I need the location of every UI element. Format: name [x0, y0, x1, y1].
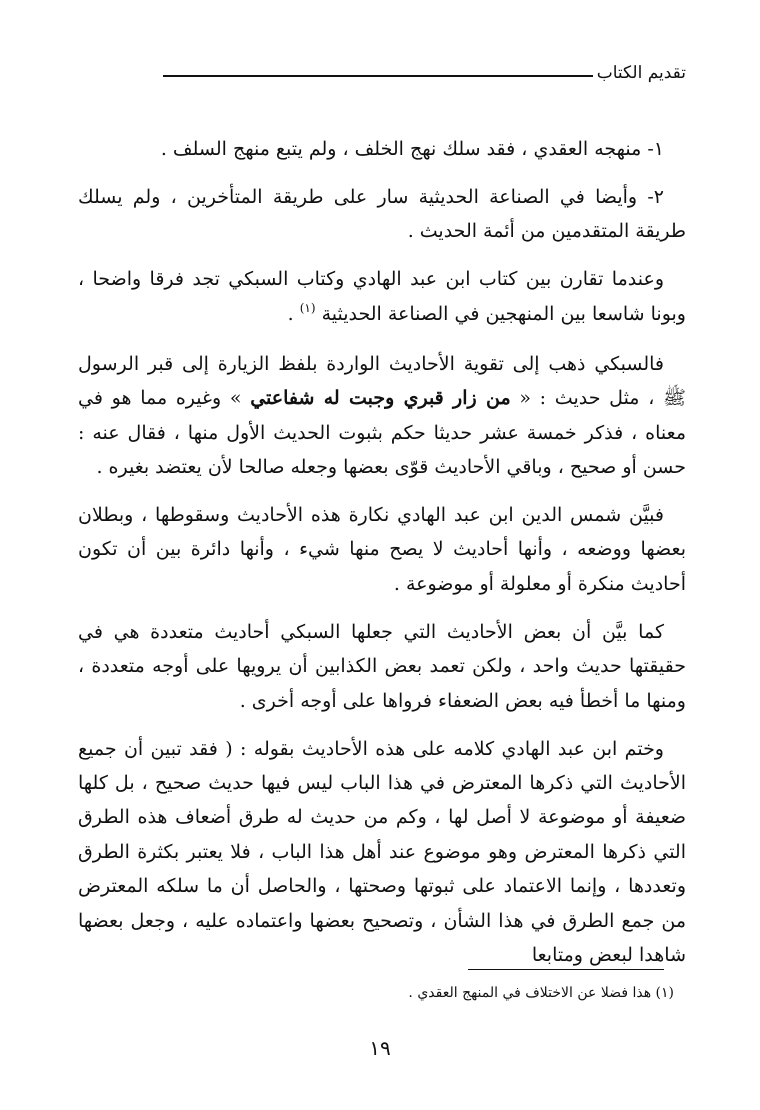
header-rule: [163, 75, 593, 77]
paragraph-6: كما بيَّن أن بعض الأحاديث التي جعلها السبكي أحاديث متعددة هي في حقيقتها حديث واحد ، ولكن تعمد بعض الكذابين أن يرويها على أوجه متعددة ، ومنها ما أخطأ فيه بعض الضعفاء فرواها على أوجه أخرى .: [78, 620, 686, 712]
paragraph-3-text: وعندما تقارن بين كتاب ابن عبد الهادي وكتاب السبكي تجد فرقا واضحا ، وبونا شاسعا بين المنهجين في الصناعة الحديثية: [78, 268, 686, 325]
paragraph-7: وختم ابن عبد الهادي كلامه على هذه الأحاديث بقوله : ( فقد تبين أن جميع الأحاديث التي ذكرها المعترض في هذا الباب ليس فيها حديث صحيح ، بل كلها ضعيفة أو موضوعة لا أصل لها ، وكم من حديث له طرق أضعاف هذه الطرق التي ذكرها المعترض وهو موضوع عند أهل هذا الباب ، فلا يعتبر بكثرة الطرق وتعددها ، وإنما الاعتماد على ثبوتها وصحتها ، والحاصل أن ما سلكه المعترض من جمع الطرق في هذا الشأن ، وتصحيح بعضها واعتماده عليه ، وجعل بعضها شاهدا لبعض ومتابعا: [78, 737, 687, 967]
body-text: [78, 132, 686, 973]
paragraph-4: [78, 347, 686, 485]
paragraph-2: ٢- وأيضا في الصناعة الحديثية سار على طريقة المتأخرين ، ولم يسلك طريقة المتقدمين من أئمة الحديث .: [78, 186, 686, 243]
running-header: [78, 58, 686, 88]
paragraph-3: [78, 262, 686, 333]
paragraph-4-after: » وغيره مما هو في معناه ، فذكر خمسة عشر حديثا حكم بثبوت الحديث الأول منها ، فقال عنه : حسن أو صحيح ، وباقي الأحاديث قوّى بعضها وجعله صالحا لأن يعتضد بغيره .: [78, 387, 686, 479]
page-number: ١٩: [369, 1036, 391, 1060]
footnote: (١) هذا فضلا عن الاختلاف في المنهج العقدي .: [408, 985, 674, 1001]
hadith-quote: من زار قبري وجبت له شفاعتي: [250, 387, 511, 410]
header-title: تقديم الكتاب: [596, 63, 686, 83]
paragraph-4-before: فالسبكي ذهب إلى تقوية الأحاديث الواردة بلفظ الزيارة إلى قبر الرسول ﷺ ، مثل حديث : «: [78, 352, 687, 410]
footnote-mark: (١): [299, 300, 316, 315]
footnote-rule: [468, 969, 664, 970]
paragraph-5: فبيَّن شمس الدين ابن عبد الهادي نكارة هذه الأحاديث وسقوطها ، وبطلان بعضها ووضعه ، وأنها أحاديث لا يصح منها شيء ، وأنها دائرة بين أن تكون أحاديث منكرة أو معلولة أو موضوعة .: [78, 504, 686, 595]
paragraph-3-end: .: [287, 302, 300, 325]
paragraph-1: ١- منهجه العقدي ، فقد سلك نهج الخلف ، ولم يتبع منهج السلف .: [160, 138, 664, 160]
